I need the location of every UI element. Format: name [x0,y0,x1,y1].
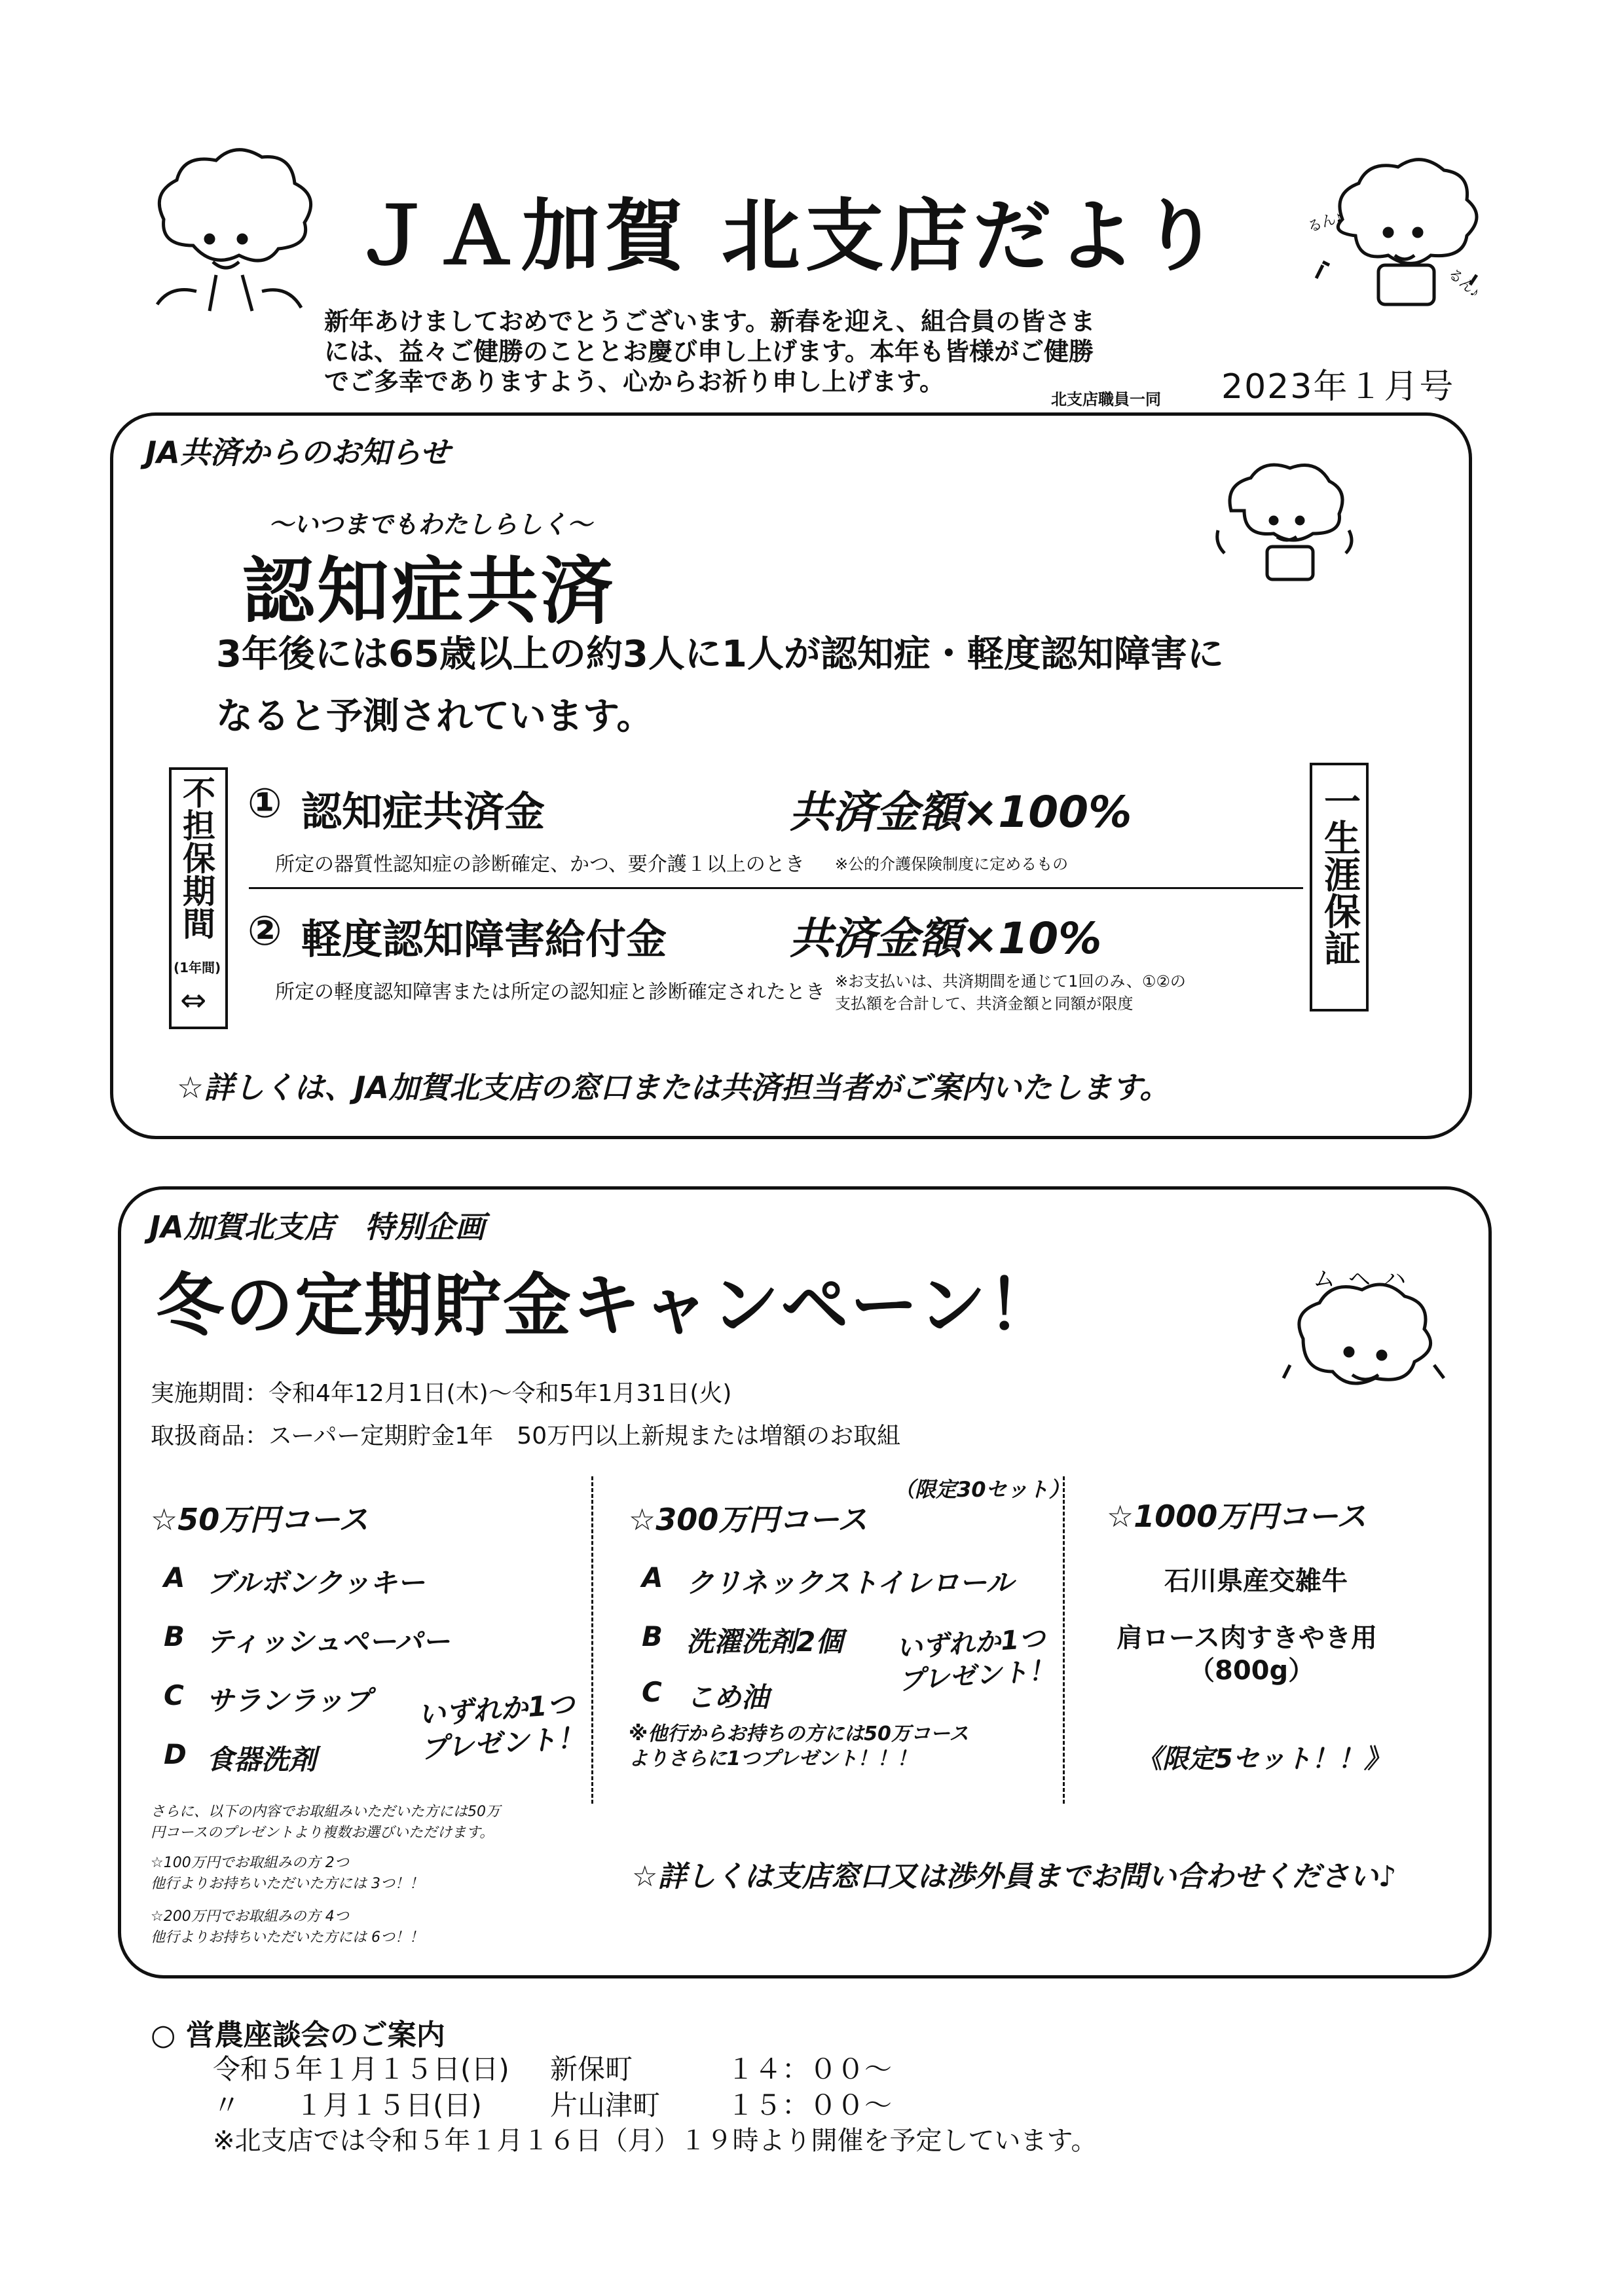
mascot-campaign-text: ムヘハ [1313,1267,1419,1292]
meeting-row-2-date: 〃 １月１５日(日) [213,2089,482,2121]
kyosai-intro-line-1: 3年後には65歳以上の約3人に1人が認知症・軽度認知障害に [216,633,1224,676]
course-300-limit: （限定30セット） [894,1477,1070,1502]
course-300-item-b-letter: B [642,1620,663,1652]
non-coverage-period-label: 不担保期間 [177,776,215,939]
course-50-note-1: さらに、以下の内容でお取組みいただいた方には50万 [151,1804,500,1820]
kyosai-heading: JA共済からのお知らせ [145,435,451,470]
course-1000-line-1: 石川県産交雑牛 [1164,1566,1348,1596]
course-50-choose: いずれか1つ プレゼント！ [416,1688,585,1765]
column-divider-2 [1063,1476,1065,1804]
mascot-campaign-icon [1277,1267,1454,1417]
kyosai-intro-line-2: なると予測されています。 [216,695,654,738]
course-1000-line-2: 肩ロース肉すきやき用 [1116,1623,1377,1653]
course-50-title: ☆50万円コース [151,1502,369,1537]
mascot-left-icon [138,141,327,318]
campaign-contact: ☆詳しくは支店窓口又は渉外員までお問い合わせください♪ [632,1860,1397,1893]
course-300-title: ☆300万円コース [629,1502,868,1537]
course-300-note: ※他行からお持ちの方には50万コース よりさらに1つプレゼント！！！ [629,1722,969,1770]
greeting-line-1: 新年あけましておめでとうございます。新春を迎え、組合員の皆さま [324,307,1096,336]
meeting-row-2-place: 片山津町 [550,2089,661,2121]
course-300-item-a: クリネックストイレロール [686,1567,1014,1599]
note-text-left: るん♪ [1305,208,1345,236]
meeting-row-2-time: １５：００～ [727,2089,893,2121]
non-coverage-arrow: ⇔ [180,982,207,1019]
benefit-1-name: 認知症共済金 [301,788,545,835]
non-coverage-period-sub: (1年間) [174,960,221,975]
greeting-signature: 北支店職員一同 [1051,390,1161,409]
course-50-note-2: 円コースのプレゼントより複数お選びいただけます。 [151,1825,494,1841]
course-1000-limit: 《限定5セット！！》 [1136,1744,1390,1774]
benefit-2-name: 軽度認知障害給付金 [301,915,667,963]
campaign-product: 取扱商品：スーパー定期貯金1年 50万円以上新規または増額のお取組 [151,1423,901,1449]
meeting-row-1-date: 令和５年１月１５日(日) [213,2053,509,2085]
issue-date: 2023年１月号 [1221,367,1455,407]
benefit-divider [249,887,1303,889]
course-50-item-d: 食器洗剤 [206,1743,317,1776]
course-50-note-3: ☆100万円でお取組みの方 2つ [151,1855,349,1871]
benefit-1-condition: 所定の器質性認知症の診断確定、かつ、要介護１以上のとき [275,853,805,876]
course-50-item-b: ティッシュペーパー [206,1626,450,1658]
course-300-item-c: こめ油 [686,1681,769,1713]
course-1000-title: ☆1000万円コース [1107,1499,1367,1534]
meeting-row-1-time: １４：００～ [727,2053,893,2085]
lifetime-guarantee-label: 一生涯保証 [1318,782,1361,966]
course-50-item-c-letter: C [164,1679,184,1711]
course-300-item-c-letter: C [642,1676,662,1708]
benefit-2-amount: 共済金額×10% [789,913,1102,964]
meeting-title: ○ 営農座談会のご案内 [151,2018,445,2052]
course-50-note-4: 他行よりお持ちいただいた方には 3つ！！ [151,1876,424,1892]
meeting-row-1-place: 新保町 [550,2053,633,2085]
course-50-item-d-letter: D [164,1738,187,1770]
course-300-item-b: 洗濯洗剤2個 [686,1626,843,1658]
greeting-line-3: でご多幸でありますよう、心からお祈り申し上げます。 [324,367,944,396]
course-1000-line-3: （800g） [1189,1656,1315,1686]
benefit-2-note: ※お支払いは、共済期間を通じて1回のみ、①②の 支払額を合計して、共済金額と同額が限度 [835,972,1186,1013]
mascot-kyosai-icon [1205,452,1362,589]
meeting-note: ※北支店では令和５年１月１６日（月）１９時より開催を予定しています。 [213,2126,1098,2156]
course-50-note-6: 他行よりお持ちいただいた方には 6つ！！ [151,1929,424,1946]
mascot-right-icon [1303,147,1500,324]
benefit-2-condition: 所定の軽度認知障害または所定の認知症と診断確定されたとき [275,981,825,1004]
course-50-item-c: サランラップ [206,1685,371,1717]
course-50-note-5: ☆200万円でお取組みの方 4つ [151,1908,349,1925]
kyosai-product-title: 認知症共済 [242,549,616,633]
course-50-item-a-letter: A [164,1561,185,1594]
course-300-item-a-letter: A [642,1561,663,1594]
kyosai-footer: ☆詳しくは、JA加賀北支店の窓口または共済担当者がご案内いたします。 [177,1070,1170,1105]
benefit-1-amount: 共済金額×100% [789,787,1132,837]
benefit-2-number: ② [248,907,282,955]
note-text-right: るん♪ [1445,264,1484,301]
campaign-period: 実施期間：令和4年12月1日(木)～令和5年1月31日(火) [151,1380,732,1407]
column-divider-1 [591,1476,593,1804]
course-300-choose: いずれか1つ プレゼント！ [895,1623,1056,1697]
course-50-item-b-letter: B [164,1620,185,1652]
benefit-1-note: ※公的介護保険制度に定めるもの [835,855,1069,873]
page-title: ＪＡ加賀 北支店だより [354,190,1225,282]
benefit-1-number: ① [248,779,282,827]
campaign-title: 冬の定期貯金キャンペーン！ [156,1266,1057,1345]
kyosai-tagline: ～いつまでもわたしらしく～ [268,510,593,539]
campaign-heading: JA加賀北支店 特別企画 [149,1209,485,1245]
greeting-line-2: には、益々ご健勝のこととお慶び申し上げます。本年も皆様がご健勝 [324,337,1094,366]
course-50-item-a: ブルボンクッキー [206,1567,425,1599]
